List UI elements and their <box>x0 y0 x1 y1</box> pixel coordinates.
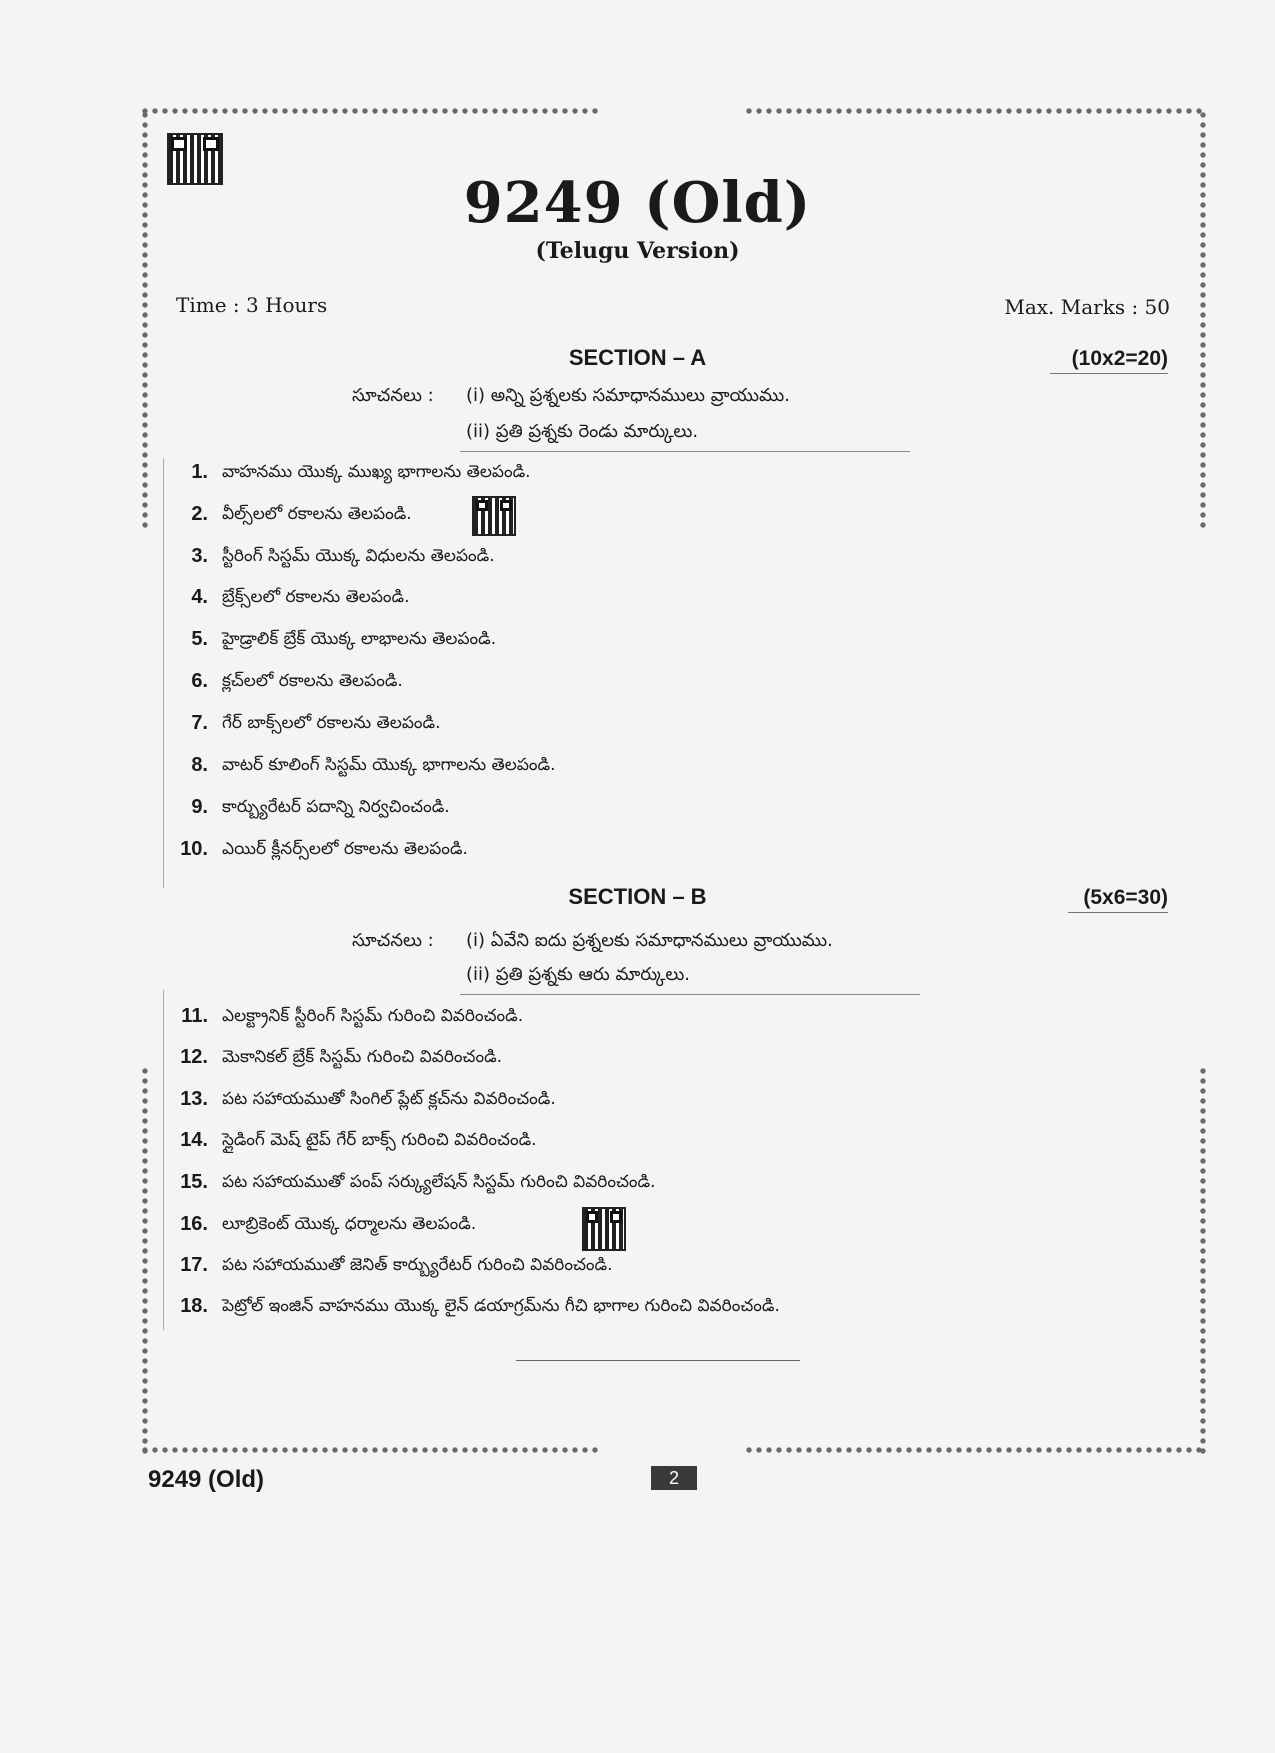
question-text: స్టీరింగ్ సిస్టమ్ యొక్క విధులను తెలపండి. <box>222 546 495 566</box>
question-text: వాటర్ కూలింగ్ సిస్టమ్ యొక్క భాగాలను తెలపండి. <box>222 755 556 775</box>
question-number: 17. <box>180 1254 208 1276</box>
question-number: 18. <box>180 1295 208 1317</box>
question-number: 12. <box>180 1046 208 1068</box>
end-of-paper-rule <box>516 1360 800 1361</box>
section-b-instructions-rule <box>460 994 920 995</box>
question-text: స్లైడింగ్ మెష్ టైప్ గేర్ బాక్స్ గురించి వివరించండి. <box>222 1130 537 1150</box>
section-b-marks: (5x6=30) <box>1083 886 1168 909</box>
footer-paper-code: 9249 (Old) <box>148 1466 265 1493</box>
border-bottom-left <box>140 1446 602 1454</box>
section-a-margin-rule <box>163 458 164 888</box>
section-a-marks: (10x2=20) <box>1071 347 1168 370</box>
section-b-instructions-label: సూచనలు : <box>352 930 434 951</box>
section-a-heading: SECTION – A <box>568 345 707 370</box>
question-text: బ్రేక్స్‌లలో రకాలను తెలపండి. <box>222 587 410 607</box>
question-number: 16. <box>180 1213 208 1235</box>
border-bottom-right <box>744 1446 1206 1454</box>
paper-code-title: 9249 (Old) <box>463 170 812 236</box>
question-text: పట సహాయముతో జెనిత్ కార్బ్యురేటర్ గురించి వివరించండి. <box>222 1255 613 1275</box>
question-number: 2. <box>191 503 208 525</box>
section-a-marks-underline <box>1050 373 1168 374</box>
question-number: 4. <box>191 586 208 608</box>
section-a-instruction-2: (ii) ప్రతి ప్రశ్నకు రెండు మార్కులు. <box>466 421 699 442</box>
question-text: ఎయిర్ క్లీనర్స్‌లలో రకాలను తెలపండి. <box>222 839 468 859</box>
question-text: కార్బ్యురేటర్ పదాన్ని నిర్వచించండి. <box>222 797 450 817</box>
question-text: వీల్స్‌లలో రకాలను తెలపండి. <box>222 504 412 524</box>
section-a-instructions-rule <box>460 451 910 452</box>
section-b-instruction-1: (i) ఏవేని ఐదు ప్రశ్నలకు సమాధానములు వ్రాయుము. <box>466 930 833 951</box>
question-text: మెకానికల్ బ్రేక్ సిస్టమ్ గురించి వివరించండి. <box>222 1047 503 1067</box>
question-text: ఎలక్ట్రానిక్ స్టీరింగ్ సిస్టమ్ గురించి వివరించండి. <box>222 1006 524 1026</box>
question-number: 9. <box>191 796 208 818</box>
exam-duration: Time : 3 Hours <box>176 293 328 317</box>
qr-code-icon <box>472 496 516 536</box>
question-number: 15. <box>180 1171 208 1193</box>
page-number: 2 <box>651 1466 697 1490</box>
paper-version: (Telugu Version) <box>535 238 740 264</box>
qr-code-icon <box>582 1207 626 1251</box>
section-b-margin-rule <box>163 990 164 1330</box>
question-number: 7. <box>191 712 208 734</box>
question-number: 6. <box>191 670 208 692</box>
question-text: లూబ్రికెంట్ యొక్క ధర్మాలను తెలపండి. <box>222 1214 477 1234</box>
section-b-instruction-2: (ii) ప్రతి ప్రశ్నకు ఆరు మార్కులు. <box>466 964 691 985</box>
section-a-instructions-label: సూచనలు : <box>352 385 434 406</box>
border-right-lower <box>1199 1066 1207 1456</box>
question-number: 5. <box>191 628 208 650</box>
section-a-instruction-1: (i) అన్ని ప్రశ్నలకు సమాధానములు వ్రాయుము. <box>466 385 790 406</box>
question-text: వాహనము యొక్క ముఖ్య భాగాలను తెలపండి. <box>222 462 531 482</box>
question-text: క్లచ్‌లలో రకాలను తెలపండి. <box>222 671 403 691</box>
question-text: పట సహాయముతో సింగిల్ ప్లేట్ క్లచ్‌ను వివరించండి. <box>222 1089 556 1109</box>
question-number: 14. <box>180 1129 208 1151</box>
question-number: 1. <box>191 461 208 483</box>
border-top-left <box>140 107 602 115</box>
question-number: 13. <box>180 1088 208 1110</box>
border-left-lower <box>141 1066 149 1456</box>
section-b-heading: SECTION – B <box>568 884 707 909</box>
border-top-right <box>744 107 1206 115</box>
question-number: 10. <box>180 838 208 860</box>
question-text: హైడ్రాలిక్ బ్రేక్ యొక్క లాభాలను తెలపండి. <box>222 629 497 649</box>
question-number: 11. <box>181 1005 208 1027</box>
section-b-marks-underline <box>1068 912 1168 913</box>
question-text: పెట్రోల్ ఇంజిన్ వాహనము యొక్క లైన్ డయాగ్రమ్‌ను గీచి భాగాల గురించి వివరించండి. <box>222 1296 780 1316</box>
max-marks: Max. Marks : 50 <box>1004 295 1170 319</box>
question-number: 3. <box>191 545 208 567</box>
question-number: 8. <box>191 754 208 776</box>
question-text: పట సహాయముతో పంప్ సర్క్యులేషన్ సిస్టమ్ గురించి వివరించండి. <box>222 1172 656 1192</box>
question-text: గేర్ బాక్స్‌లలో రకాలను తెలపండి. <box>222 713 441 733</box>
